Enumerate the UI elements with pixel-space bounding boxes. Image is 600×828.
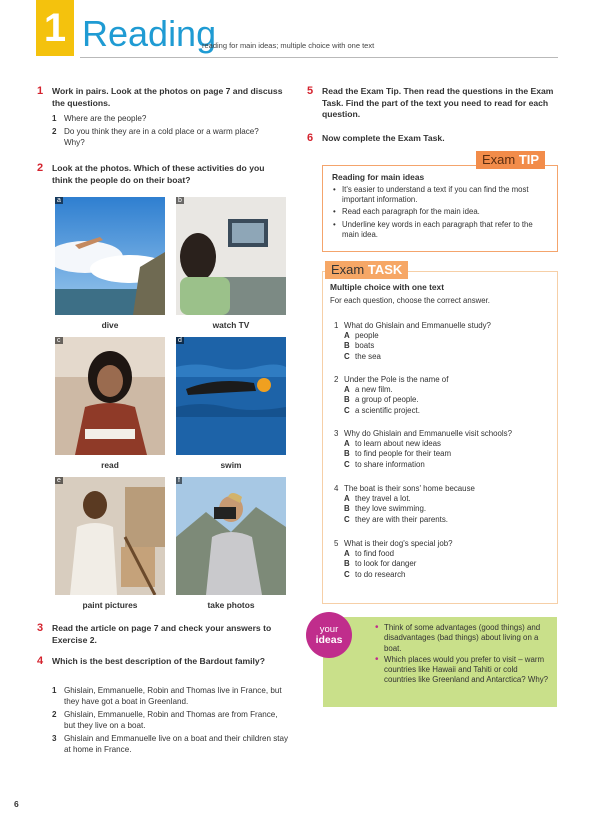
exam-tip-bullet: • Underline key words in each paragraph that refer to the main idea. <box>332 220 550 240</box>
photo-caption: take photos <box>207 600 255 610</box>
option-text: Ghislain and Emmanuelle live on a boat and their children stay at home in France. <box>64 734 289 754</box>
option-text: Ghislain, Emmanuelle, Robin and Thomas are from France, but they live on a boat. <box>64 710 278 730</box>
answer-text: a new film. <box>355 385 393 395</box>
answer-letter: A <box>344 494 350 504</box>
option-number: 1 <box>52 686 57 695</box>
answer-text: to share information <box>355 459 425 469</box>
task-question-number: 1 <box>334 321 339 330</box>
answer-letter: C <box>344 405 350 415</box>
answer-text: they love swimming. <box>355 504 427 514</box>
option-item <box>52 733 290 755</box>
photo-read <box>55 337 165 455</box>
exam-tip-label <box>476 151 545 169</box>
task-question-text: Why do Ghislain and Emmanuelle visit schools? <box>344 429 512 438</box>
photo-letter: c <box>57 337 61 344</box>
exam-task-heading: Multiple choice with one text <box>330 282 445 292</box>
photo-letter: d <box>178 337 182 344</box>
your-ideas-badge-line: ideas <box>315 634 343 646</box>
unit-number: 1 <box>36 0 74 56</box>
exam-task-label <box>325 261 408 279</box>
answer-text: to find people for their team <box>355 449 452 459</box>
question-text: Do you think they are in a cold place or a warm place? Why? <box>64 127 259 147</box>
answer-text: a scientific project. <box>355 405 420 415</box>
exercise-instruction: Which is the best description of the Bardout family? <box>52 656 265 666</box>
answer-text: people <box>355 331 379 341</box>
task-question <box>334 321 491 362</box>
exam-tip-label-accent: TIP <box>518 152 540 167</box>
answer-text: the sea <box>355 351 381 361</box>
question-number: 2 <box>52 127 57 136</box>
answer-option <box>334 504 475 514</box>
exercise-instruction: Read the article on page 7 and check your answers to Exercise 2. <box>52 623 272 645</box>
answer-letter: A <box>344 385 350 395</box>
answer-text: boats <box>355 341 375 351</box>
photo-dive <box>55 197 165 315</box>
answer-letter: B <box>344 449 350 459</box>
option-item <box>52 709 290 731</box>
task-question-text: The boat is their sons' home because <box>344 484 475 493</box>
task-question-number: 4 <box>334 484 339 493</box>
answer-letter: C <box>344 569 350 579</box>
your-ideas-bullet: • Which places would you prefer to visit – warm countries like Hawaii and Tahiti or cold countries like Greenland and Antarctica? Why? <box>375 655 551 686</box>
answer-text: they travel a lot. <box>355 494 411 504</box>
answer-option <box>334 460 512 470</box>
exercise-6 <box>307 133 557 146</box>
answer-option <box>334 449 512 459</box>
exercise-instruction: Now complete the Exam Task. <box>322 133 445 143</box>
exam-task-label-accent: TASK <box>367 262 403 277</box>
section-subtitle: reading for main ideas; multiple choice with one text <box>202 41 375 50</box>
photo-letter: f <box>178 477 180 484</box>
option-text: Ghislain, Emmanuelle, Robin and Thomas live in France, but they have got a boat in Greenland. <box>64 686 282 706</box>
photo-caption: swim <box>220 460 242 470</box>
answer-letter: B <box>344 559 350 569</box>
answer-text: to learn about new ideas <box>355 439 441 449</box>
photo-caption: dive <box>101 320 119 330</box>
your-ideas-bullet: • Think of some advantages (good things) and disadvantages (bad things) about living on a boat. <box>375 623 551 654</box>
photo-paint-pictures <box>55 477 165 595</box>
question-list <box>52 113 282 148</box>
task-question-number: 3 <box>334 429 339 438</box>
exercise-2 <box>37 163 287 189</box>
exercise-instruction: Read the Exam Tip. Then read the questions in the Exam Task. Find the part of the text you need to read for each question. <box>322 86 554 119</box>
photo-letter: e <box>57 477 61 484</box>
photo-caption: watch TV <box>212 320 250 330</box>
exam-task-label-word: Exam <box>331 262 368 277</box>
exercise-number: 6 <box>307 132 314 144</box>
photo-caption: paint pictures <box>82 600 138 610</box>
question-text: Where are the people? <box>64 114 147 123</box>
exercise-number: 1 <box>37 85 44 97</box>
your-ideas-badge-line: your <box>319 624 339 635</box>
exam-tip-content <box>332 172 550 240</box>
task-question-number: 5 <box>334 539 339 548</box>
your-ideas-box <box>323 617 557 707</box>
answer-letter: B <box>344 504 350 514</box>
photo-caption: read <box>101 460 119 470</box>
answer-option <box>334 331 491 341</box>
answer-letter: B <box>344 395 350 405</box>
exercise-5 <box>307 86 557 122</box>
task-question <box>334 375 448 416</box>
answer-letter: A <box>344 331 350 341</box>
task-question-text: What do Ghislain and Emmanuelle study? <box>344 321 491 330</box>
section-title: Reading <box>82 13 217 54</box>
answer-text: a group of people. <box>355 395 419 405</box>
task-question-text: What is their dog's special job? <box>344 539 453 548</box>
header-divider <box>80 57 558 58</box>
exercise-instruction: Look at the photos. Which of these activities do you think the people do on their boat? <box>52 163 265 185</box>
answer-letter: C <box>344 459 350 469</box>
answer-option <box>334 439 512 449</box>
answer-letter: B <box>344 341 350 351</box>
question-item <box>52 113 282 124</box>
option-item <box>52 685 290 707</box>
answer-option <box>334 341 491 351</box>
your-ideas-badge <box>306 612 352 658</box>
exam-tip-heading: Reading for main ideas <box>332 172 425 182</box>
photo-letter: b <box>178 197 182 204</box>
option-number: 3 <box>52 734 57 743</box>
exercise-number: 4 <box>37 655 44 667</box>
page-number: 6 <box>14 799 19 809</box>
answer-text: to find food <box>355 549 395 559</box>
answer-letter: C <box>344 351 350 361</box>
answer-text: they are with their parents. <box>355 514 448 524</box>
task-question-number: 2 <box>334 375 339 384</box>
question-number: 1 <box>52 114 57 123</box>
answer-letter: C <box>344 514 350 524</box>
photo-take-photos <box>176 477 286 595</box>
answer-option <box>334 385 448 395</box>
answer-letter: A <box>344 549 350 559</box>
answer-text: to do research <box>355 569 406 579</box>
answer-option <box>334 352 491 362</box>
exam-task-box <box>322 271 558 604</box>
exam-tip-label-word: Exam <box>482 152 519 167</box>
answer-option <box>334 406 448 416</box>
answer-option <box>334 570 453 580</box>
answer-option <box>334 559 453 569</box>
exam-tip-bullet: • Read each paragraph for the main idea. <box>332 207 550 217</box>
photo-swim <box>176 337 286 455</box>
exam-task-instruction: For each question, choose the correct answer. <box>330 296 490 305</box>
exercise-number: 2 <box>37 162 44 174</box>
task-question <box>334 539 453 580</box>
option-list <box>52 685 290 755</box>
exam-tip-box <box>322 165 558 252</box>
task-question <box>334 429 512 470</box>
answer-letter: A <box>344 439 350 449</box>
photo-watch-tv <box>176 197 286 315</box>
exam-tip-bullet: • It's easier to understand a text if you can find the most important information. <box>332 185 550 205</box>
exercise-1 <box>37 86 287 156</box>
option-number: 2 <box>52 710 57 719</box>
exercise-instruction: Work in pairs. Look at the photos on page 7 and discuss the questions. <box>52 86 283 108</box>
answer-option <box>334 515 475 525</box>
answer-option <box>334 549 453 559</box>
answer-option <box>334 494 475 504</box>
exercise-number: 5 <box>307 85 314 97</box>
task-question-text: Under the Pole is the name of <box>344 375 449 384</box>
photo-letter: a <box>57 197 61 204</box>
task-question <box>334 484 475 525</box>
question-item <box>52 126 282 148</box>
answer-option <box>334 395 448 405</box>
exercise-number: 3 <box>37 622 44 634</box>
exercise-3 <box>37 623 287 649</box>
exercise-4 <box>37 656 292 766</box>
your-ideas-content <box>375 623 551 686</box>
answer-text: to look for danger <box>355 559 417 569</box>
